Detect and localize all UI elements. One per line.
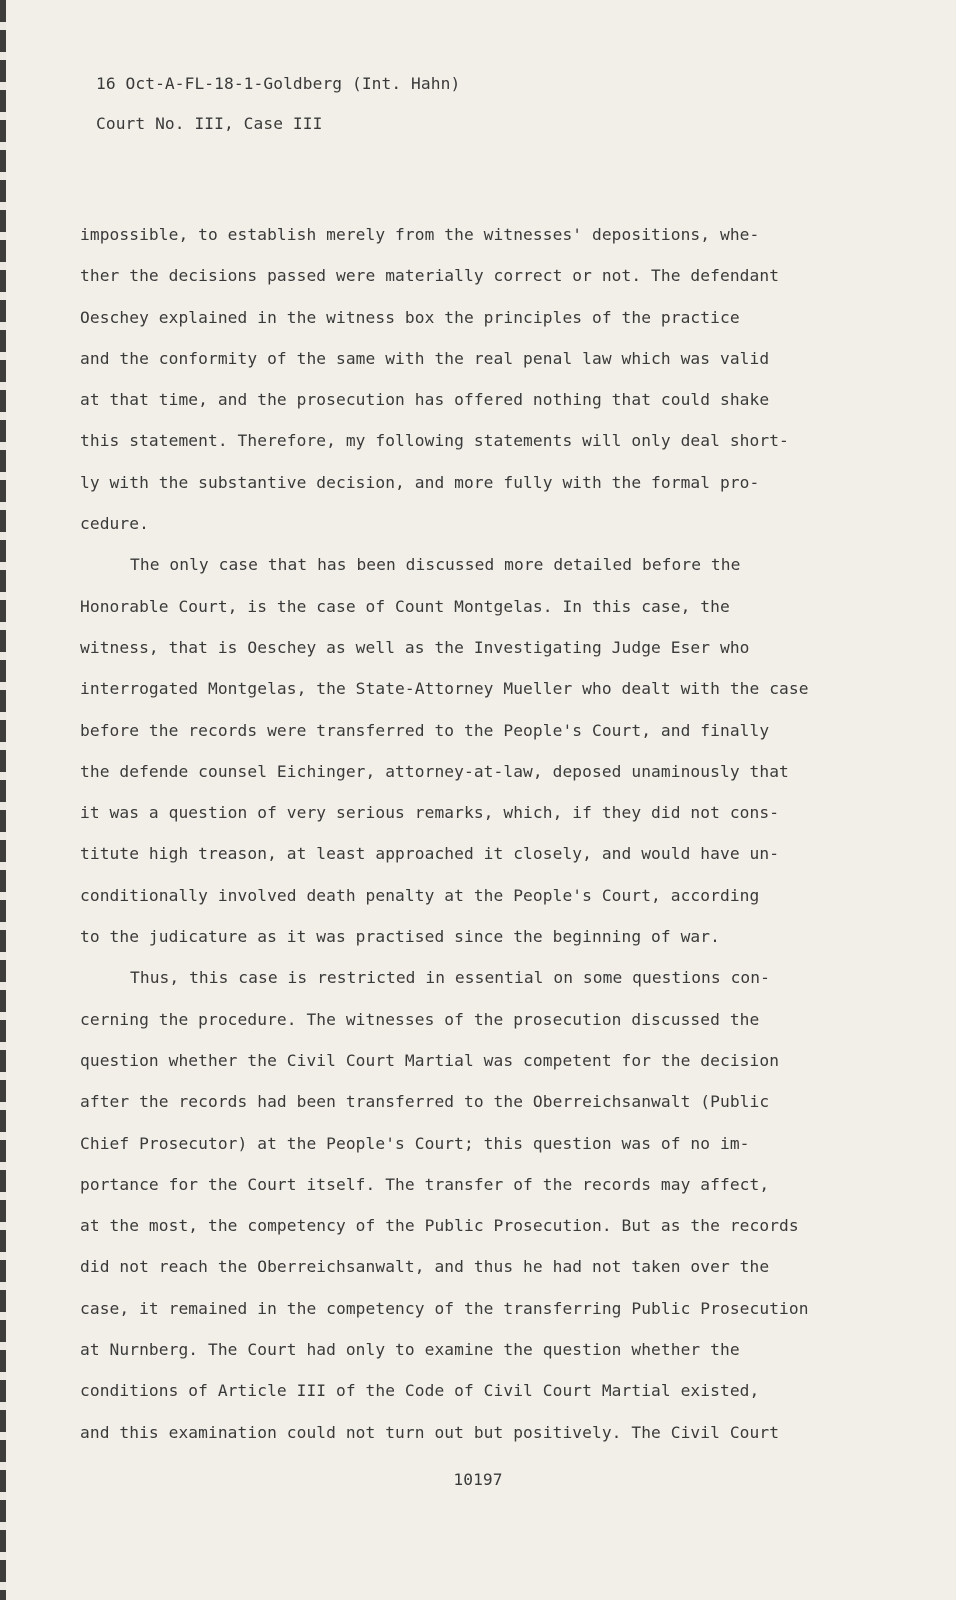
text-line: at the most, the competency of the Public Prosecution. But as the records (80, 1216, 799, 1236)
document-reference: 16 Oct-A-FL-18-1-Goldberg (Int. Hahn) (96, 74, 461, 93)
text-line: conditions of Article III of the Code of Civil Court Martial existed, (80, 1381, 760, 1401)
text-line: it was a question of very serious remarks, which, if they did not cons- (80, 803, 780, 823)
text-line: this statement. Therefore, my following statements will only deal short- (80, 431, 789, 451)
text-line: at that time, and the prosecution has offered nothing that could shake (80, 390, 770, 410)
text-line: Chief Prosecutor) at the People's Court; this question was of no im- (80, 1133, 750, 1153)
paragraph-3 (80, 957, 870, 1453)
text-line: did not reach the Oberreichsanwalt, and thus he had not taken over the (80, 1257, 770, 1277)
text-line: to the judicature as it was practised since the beginning of war. (80, 927, 720, 947)
text-line: after the records had been transferred to the Oberreichsanwalt (Public (80, 1092, 770, 1112)
text-line: Thus, this case is restricted in essential on some questions con- (130, 968, 770, 988)
text-line: at Nurnberg. The Court had only to examine the question whether the (80, 1340, 740, 1360)
body-text (80, 214, 870, 1453)
text-line: Oeschey explained in the witness box the principles of the practice (80, 307, 740, 327)
text-line: question whether the Civil Court Martial was competent for the decision (80, 1050, 780, 1070)
scan-edge (0, 0, 6, 1600)
paragraph-2 (80, 544, 870, 957)
text-line: conditionally involved death penalty at the People's Court, according (80, 885, 760, 905)
text-line: case, it remained in the competency of the transferring Public Prosecution (80, 1298, 809, 1318)
text-line: titute high treason, at least approached it closely, and would have un- (80, 844, 780, 864)
text-line: and the conformity of the same with the real penal law which was valid (80, 348, 770, 368)
text-line: ther the decisions passed were materially correct or not. The defendant (80, 266, 780, 286)
text-line: cerning the procedure. The witnesses of the prosecution discussed the (80, 1009, 760, 1029)
paragraph-1 (80, 214, 870, 544)
text-line: interrogated Montgelas, the State-Attorney Mueller who dealt with the case (80, 679, 809, 699)
text-line: portance for the Court itself. The transfer of the records may affect, (80, 1174, 770, 1194)
text-line: impossible, to establish merely from the witnesses' depositions, whe- (80, 225, 760, 244)
text-line: cedure. (80, 514, 149, 534)
page-number: 10197 (453, 1470, 503, 1489)
text-line: The only case that has been discussed more detailed before the (130, 555, 741, 575)
text-line: witness, that is Oeschey as well as the Investigating Judge Eser who (80, 637, 750, 657)
text-line: and this examination could not turn out but positively. The Civil Court (80, 1422, 780, 1442)
text-line: Honorable Court, is the case of Count Montgelas. In this case, the (80, 596, 730, 616)
text-line: before the records were transferred to the People's Court, and finally (80, 720, 770, 740)
court-case-line: Court No. III, Case III (96, 114, 323, 133)
text-line: the defende counsel Eichinger, attorney-at-law, deposed unaminously that (80, 761, 789, 781)
text-line: ly with the substantive decision, and more fully with the formal pro- (80, 472, 760, 492)
